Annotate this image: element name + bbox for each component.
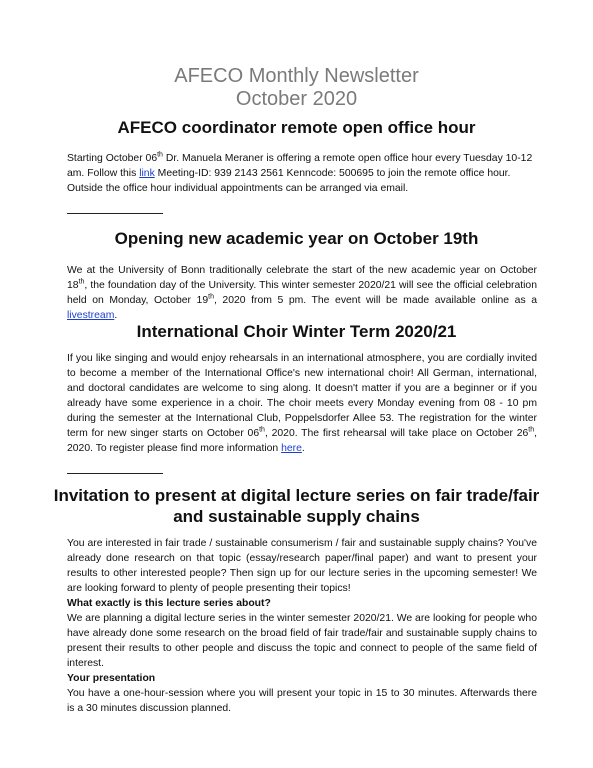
academic-year-paragraph [67, 263, 537, 323]
text-span: Dr. Manuela Meraner is offering a remote open office hour every Tuesday 10-12 am. Follow this [67, 153, 533, 179]
section-heading-office-hour: AFECO coordinator remote open office hour [117, 118, 476, 137]
choir-paragraph [67, 351, 537, 456]
section-divider [67, 473, 163, 474]
text-span: , the foundation day of the University. This winter semester 2020/21 will see the official celebration held on Monday, October 19 [67, 280, 537, 306]
section-divider [67, 213, 163, 214]
text-span: , 2020. To register please find more information [67, 428, 537, 454]
newsletter-subtitle: October 2020 [235, 88, 358, 110]
superscript: th [208, 293, 214, 301]
superscript: th [528, 426, 535, 434]
text-span: , 2020. The first rehearsal will take place on October 26 [264, 428, 529, 439]
presentation-paragraph: You have a one-hour-session where you will present your topic in 15 to 30 minutes. Afterwards there is a 30 minutes discussion planned. [67, 688, 537, 714]
section-heading-lecture-series [40, 485, 553, 527]
lecture-about-paragraph: We are planning a digital lecture series in the winter semester 2020/21. We are looking for people who have already done some research on the broad field of fair trade/fair and sustainable supply chains to present their results to other people and discuss the topic and connect to people of the same field of interest. [67, 613, 537, 669]
superscript: th [78, 278, 85, 286]
office-hour-paragraph [67, 151, 537, 196]
text-span: . [114, 310, 118, 321]
text-span: Starting October 06 [67, 153, 158, 164]
lecture-question-heading: What exactly is this lecture series about? [67, 598, 271, 609]
section-heading-academic-year: Opening new academic year on October 19th [114, 229, 479, 248]
text-span: We at the University of Bonn traditionally celebrate the start of the new academic year on October 18 [67, 265, 537, 291]
lecture-series-body [67, 536, 537, 716]
section-heading-choir: International Choir Winter Term 2020/21 [136, 322, 457, 341]
choir-info-link[interactable]: here [281, 443, 302, 454]
lecture-intro-paragraph: You are interested in fair trade / sustainable consumerism / fair and sustainable supply chains? You've already done research on that topic (essay/research paper/final paper) and want to present your results to other interested people? Then sign up for our lecture series in the upcoming semester! We are looking forward to plenty of people presenting their topics! [67, 538, 537, 594]
text-span: Meeting-ID: 939 2143 2561 Kenncode: 500695 to join the remote office hour. Outside the office hour individual appointments can be arranged via email. [67, 168, 511, 194]
heading-line: Invitation to present at digital lecture series on fair trade/fair [53, 486, 540, 505]
text-span: If you like singing and would enjoy rehearsals in an international atmosphere, you are cordially invited to become a member of the International Office's new international choir! All German, international, and doctoral candidates are welcome to sing along. It doesn't matter if you are a beginner or if you already have some experience in a choir. The choir meets every Monday evening from 08 - 10 pm during the semester at the International Club, Poppelsdorfer Allee 53. The registration for the winter term for new singer starts on October 06 [67, 353, 537, 439]
heading-line: and sustainable supply chains [173, 507, 420, 526]
text-span: , 2020 from 5 pm. The event will be made available online as a [213, 295, 537, 306]
office-hour-link[interactable]: link [139, 168, 155, 179]
superscript: th [157, 151, 163, 159]
presentation-heading: Your presentation [67, 673, 156, 684]
livestream-link[interactable]: livestream [67, 310, 115, 321]
text-span: . [301, 443, 305, 454]
superscript: th [259, 426, 265, 434]
newsletter-title: AFECO Monthly Newsletter [174, 65, 419, 87]
